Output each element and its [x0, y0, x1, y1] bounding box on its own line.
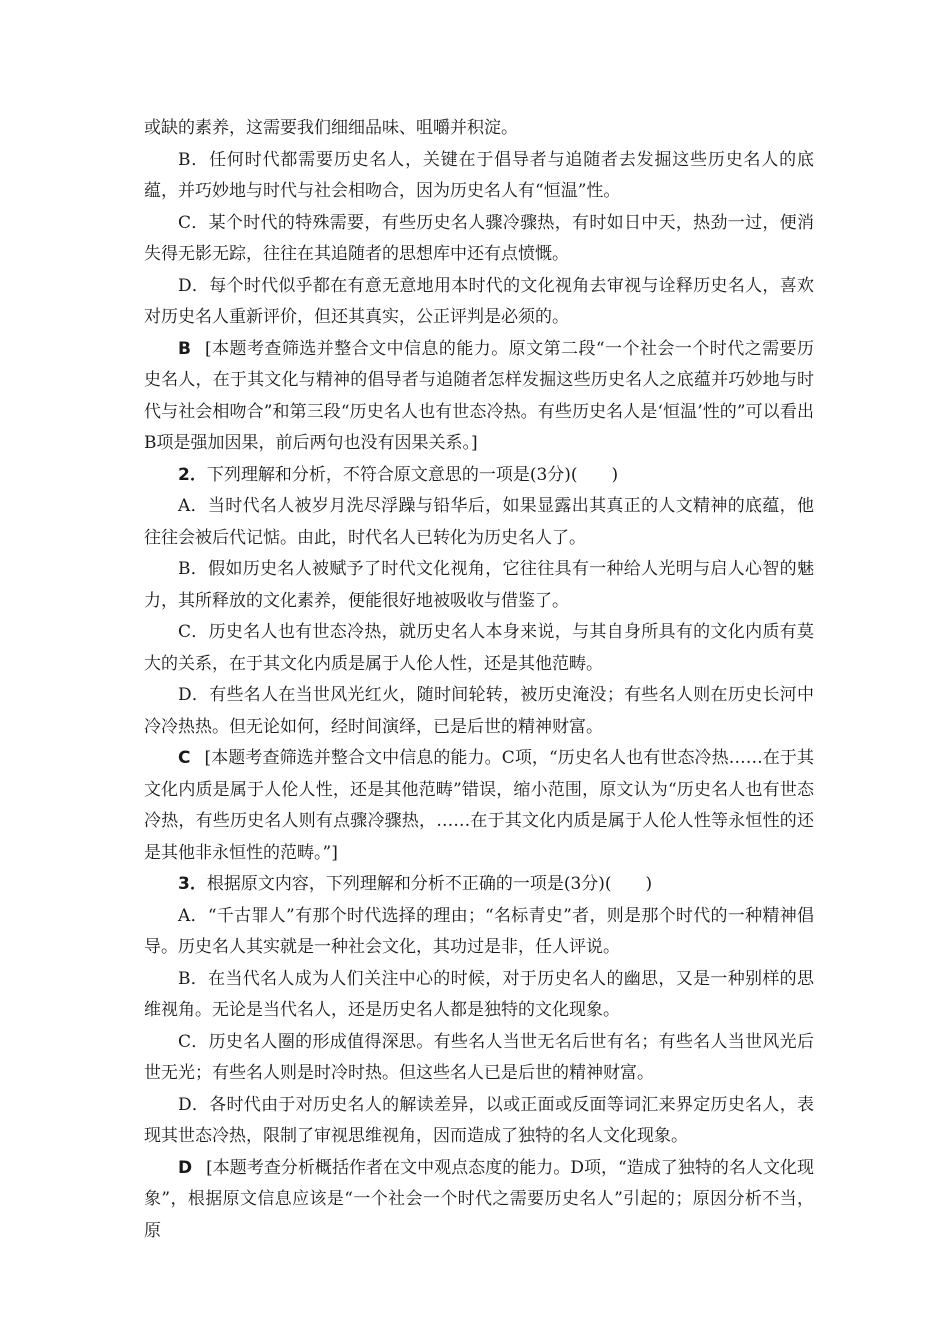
answer-explanation: [144, 743, 814, 869]
paragraph-text: C．某个时代的特殊需要，有些历史名人骤冷骤热，有时如日中天，热劲一过，便消失得无影无踪，往往在其追随者的思想库中还有点愤慨。: [144, 212, 814, 264]
paragraph-text: C．历史名人也有世态冷热，就历史名人本身来说，与其自身所具有的文化内质有莫大的关系，在于其文化内质是属于人伦人性，还是其他范畴。: [144, 622, 814, 674]
paragraph-text: [本题考查筛选并整合文中信息的能力。C项，“历史名人也有世态冷热……在于其文化内质是属于人伦人性，还是其他范畴”错误，缩小范围，原文认为“历史名人也有世态冷热，有些历史名人则有点骤冷骤热，……在于其文化内质是属于人伦人性等永恒性的还是其他非永恒性的范畴。”]: [144, 748, 814, 863]
paragraph-text: B．任何时代都需要历史名人，关键在于倡导者与追随者去发掘这些历史名人的底蕴，并巧妙地与时代与社会相吻合，因为历史名人有“恒温”性。: [144, 149, 814, 201]
answer-letter: D: [178, 1157, 193, 1178]
paragraph-text: B．假如历史名人被赋予了时代文化视角，它往往具有一种给人光明与启人心智的魅力，其所释放的文化素养，便能很好地被吸收与借鉴了。: [144, 559, 814, 611]
answer-option: [144, 964, 814, 1027]
answer-option: [144, 208, 814, 271]
answer-option: [144, 1090, 814, 1153]
paragraph-text: D．有些名人在当世风光红火，随时间轮转，被历史淹没；有些名人则在历史长河中冷冷热热。但无论如何，经时间演绎，已是后世的精神财富。: [144, 685, 814, 737]
answer-letter: B: [178, 338, 191, 359]
paragraph-text: C．历史名人圈的形成值得深思。有些名人当世无名后世有名；有些名人当世风光后世无光；有些名人则是时冷时热。但这些名人已是后世的精神财富。: [144, 1031, 814, 1083]
answer-option: [144, 1027, 814, 1090]
question-stem: [144, 460, 814, 492]
paragraph-text: D．各时代由于对历史名人的解读差异，以或正面或反面等词汇来界定历史名人，表现其世态冷热，限制了审视思维视角，因而造成了独特的名人文化现象。: [144, 1094, 814, 1146]
answer-option: [144, 271, 814, 334]
answer-letter: C: [178, 748, 191, 768]
answer-option: [144, 617, 814, 680]
question-number: 2．: [178, 464, 207, 485]
answer-explanation: [144, 334, 814, 460]
paragraph-text: 根据原文内容，下列理解和分析不正确的一项是(3分)( ): [206, 874, 653, 894]
paragraph-text: 下列理解和分析，不符合原文意思的一项是(3分)( ): [206, 464, 619, 485]
document-body: [144, 113, 814, 1247]
paragraph-text: A．“千古罪人”有那个时代选择的理由；“名标青史”者，则是那个时代的一种精神倡导。历史名人其实就是一种社会文化，其功过是非，任人评说。: [144, 905, 814, 957]
paragraph-continuation: [144, 113, 814, 145]
paragraph-text: [本题考查筛选并整合文中信息的能力。原文第二段“一个社会一个时代之需要历史名人，在于其文化与精神的倡导者与追随者怎样发掘这些历史名人之底蕴并巧妙地与时代与社会相吻合”和第三段“历史名人也有世态冷热。有些历史名人是‘恒温’性的”可以看出B项是强加因果，前后两句也没有因果关系。]: [144, 338, 814, 453]
paragraph-text: A．当时代名人被岁月洗尽浮躁与铅华后，如果显露出其真正的人文精神的底蕴，他往往会被后代记惦。由此，时代名人已转化为历史名人了。: [144, 496, 814, 548]
answer-option: [144, 901, 814, 964]
question-stem: [144, 869, 814, 901]
question-number: 3．: [178, 874, 207, 894]
paragraph-text: D．每个时代似乎都在有意无意地用本时代的文化视角去审视与诠释历史名人，喜欢对历史名人重新评价，但还其真实，公正评判是必须的。: [144, 275, 814, 327]
paragraph-text: [本题考查分析概括作者在文中观点态度的能力。D项，“造成了独特的名人文化现象”，根据原文信息应该是“一个社会一个时代之需要历史名人”引起的；原因分析不当，原: [144, 1157, 814, 1241]
paragraph-text: B．在当代名人成为人们关注中心的时候，对于历史名人的幽思，又是一种别样的思维视角。无论是当代名人，还是历史名人都是独特的文化现象。: [144, 968, 814, 1020]
answer-explanation: [144, 1153, 814, 1248]
answer-option: [144, 554, 814, 617]
paragraph-text: 或缺的素养，这需要我们细细品味、咀嚼并积淀。: [144, 118, 518, 138]
answer-option: [144, 680, 814, 743]
answer-option: [144, 145, 814, 208]
answer-option: [144, 491, 814, 554]
